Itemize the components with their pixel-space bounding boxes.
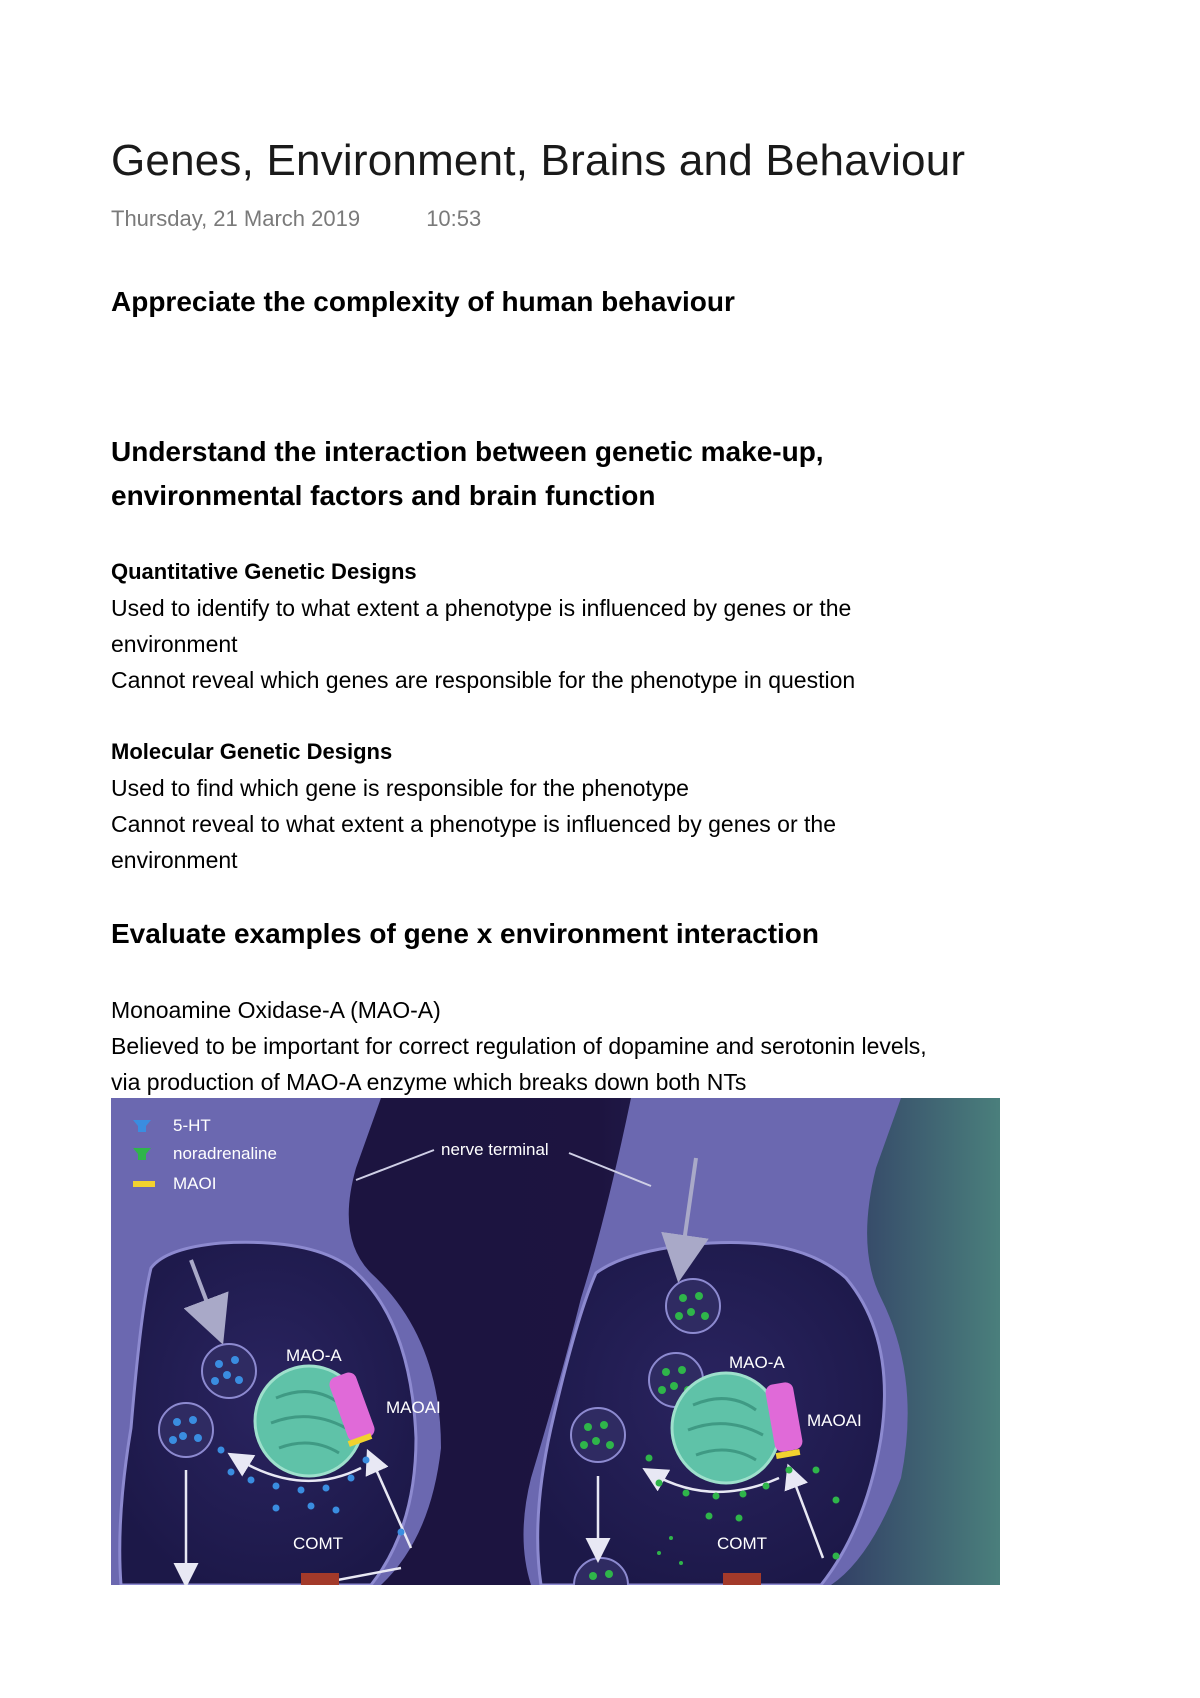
mao-a-synapse-figure [111,1098,1000,1585]
nerve-terminal-label: nerve terminal [441,1140,549,1159]
mitochondrion [672,1373,780,1483]
comt-enzyme [723,1573,761,1585]
comt-label: COMT [293,1534,344,1553]
subsection-heading: Molecular Genetic Designs [111,739,393,764]
mao-a-label: MAO-A [286,1346,342,1365]
subsection-heading: Quantitative Genetic Designs [111,559,417,584]
paragraph-line: environment [111,631,238,657]
section-heading: Understand the interaction between genetic make-up, [111,436,824,467]
legend-label: MAOI [173,1174,217,1193]
vesicle-noradrenaline [571,1408,625,1462]
vesicle-5ht [202,1344,256,1398]
maoai-label: MAOAI [386,1398,441,1417]
synapse-diagram [111,1098,1000,1585]
vesicle-5ht [159,1403,213,1457]
mao-a-label: MAO-A [729,1353,785,1372]
legend-label: 5-HT [173,1116,211,1135]
paragraph-line: Used to identify to what extent a phenotype is influenced by genes or the [111,595,852,621]
paragraph-line: via production of MAO-A enzyme which breaks down both NTs [111,1069,747,1095]
time-text: 10:53 [426,206,482,231]
maoai-label: MAOAI [807,1411,862,1430]
vesicle-noradrenaline [666,1279,720,1333]
date-text: Thursday, 21 March 2019 [111,206,361,231]
legend-label: noradrenaline [173,1144,277,1163]
page-title: Genes, Environment, Brains and Behaviour [111,136,966,185]
paragraph-line: Cannot reveal which genes are responsible for the phenotype in question [111,667,856,693]
paragraph-line: Believed to be important for correct regulation of dopamine and serotonin levels, [111,1033,927,1059]
paragraph-line: environment [111,847,238,873]
paragraph-line: Cannot reveal to what extent a phenotype is influenced by genes or the [111,811,836,837]
comt-enzyme [301,1573,339,1585]
paragraph-line: Used to find which gene is responsible for the phenotype [111,775,689,801]
comt-label: COMT [717,1534,768,1553]
section-heading: Evaluate examples of gene x environment interaction [111,918,819,949]
paragraph-line: Monoamine Oxidase-A (MAO-A) [111,997,441,1023]
timestamp [111,206,481,232]
section-heading: environmental factors and brain function [111,480,656,511]
section-heading: Appreciate the complexity of human behaviour [111,286,735,317]
